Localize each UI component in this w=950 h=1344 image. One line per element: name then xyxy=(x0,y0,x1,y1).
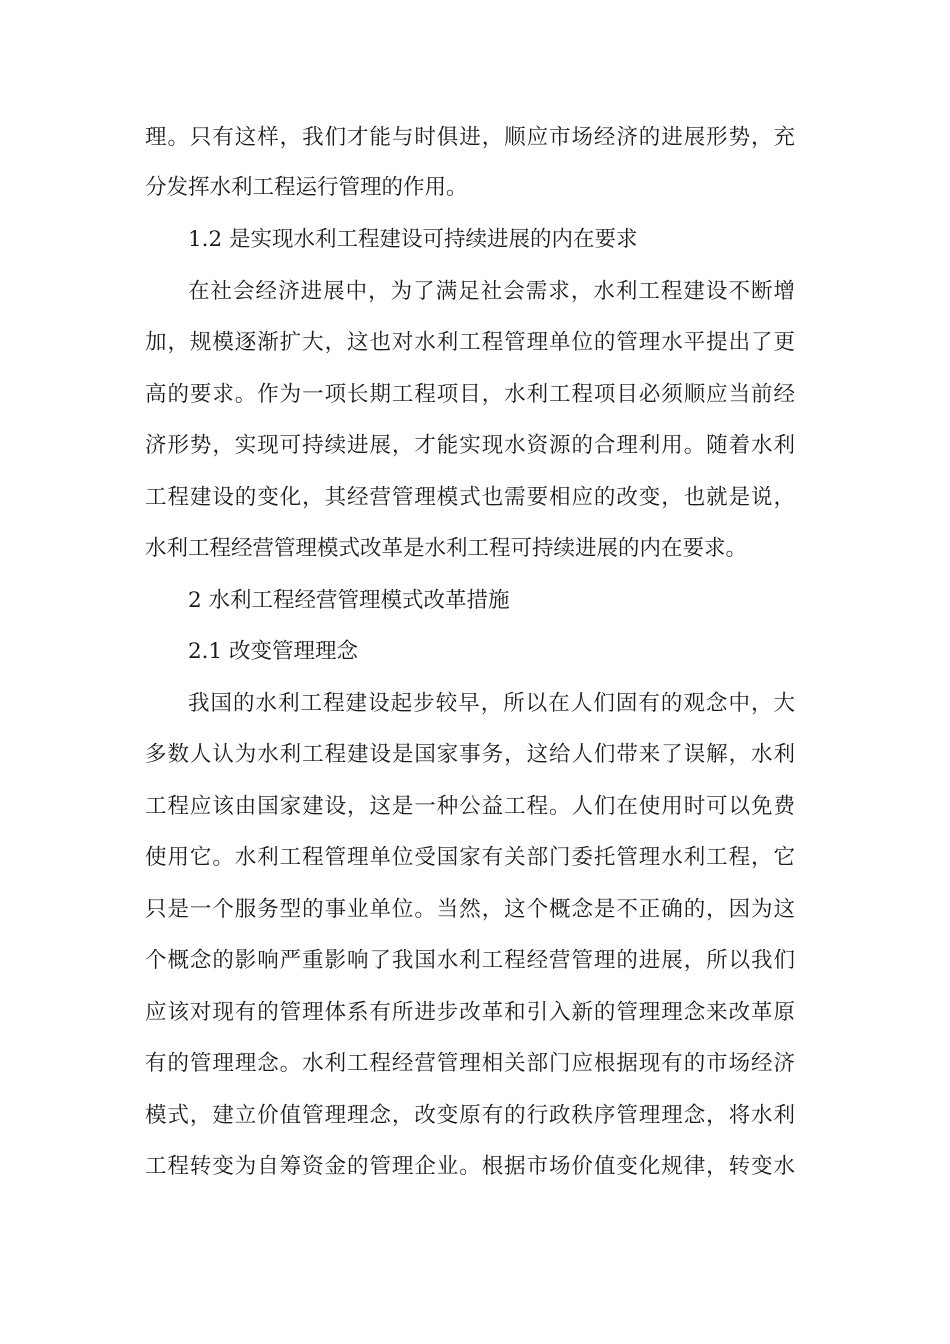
section-heading: 1.2 是实现水利工程建设可持续进展的内在要求 xyxy=(188,227,638,252)
text-line: 工程建设的变化，其经营管理模式也需要相应的改变，也就是说， xyxy=(145,485,795,510)
text-line: 只是一个服务型的事业单位。当然，这个概念是不正确的，因为这 xyxy=(145,897,795,922)
text-line: 济形势，实现可持续进展，才能实现水资源的合理利用。随着水利 xyxy=(145,433,795,458)
text-line: 使用它。水利工程管理单位受国家有关部门委托管理水利工程，它 xyxy=(145,845,795,870)
text-line: 工程应该由国家建设，这是一种公益工程。人们在使用时可以免费 xyxy=(145,794,795,819)
text-line: 加，规模逐渐扩大，这也对水利工程管理单位的管理水平提出了更 xyxy=(145,330,795,355)
text-line: 分发挥水利工程运行管理的作用。 xyxy=(145,175,468,200)
text-line: 模式，建立价值管理理念，改变原有的行政秩序管理理念，将水利 xyxy=(145,1103,795,1128)
text-line: 应该对现有的管理体系有所进步改革和引入新的管理理念来改革原 xyxy=(145,1000,795,1025)
text-line: 水利工程经营管理模式改革是水利工程可持续进展的内在要求。 xyxy=(145,536,748,561)
section-heading: 2 水利工程经营管理模式改革措施 xyxy=(188,588,510,613)
section-heading: 2.1 改变管理理念 xyxy=(188,639,359,664)
text-line: 高的要求。作为一项长期工程项目，水利工程项目必须顺应当前经 xyxy=(145,382,795,407)
text-line: 多数人认为水利工程建设是国家事务，这给人们带来了误解，水利 xyxy=(145,742,795,767)
text-line: 我国的水利工程建设起步较早，所以在人们固有的观念中，大 xyxy=(188,691,795,716)
text-line: 理。只有这样，我们才能与时俱进，顺应市场经济的进展形势，充 xyxy=(145,125,795,150)
text-line: 个概念的影响严重影响了我国水利工程经营管理的进展，所以我们 xyxy=(145,948,795,973)
text-line: 在社会经济进展中，为了满足社会需求，水利工程建设不断增 xyxy=(188,279,795,304)
text-line: 工程转变为自筹资金的管理企业。根据市场价值变化规律，转变水 xyxy=(145,1154,795,1179)
text-line: 有的管理理念。水利工程经营管理相关部门应根据现有的市场经济 xyxy=(145,1051,795,1076)
